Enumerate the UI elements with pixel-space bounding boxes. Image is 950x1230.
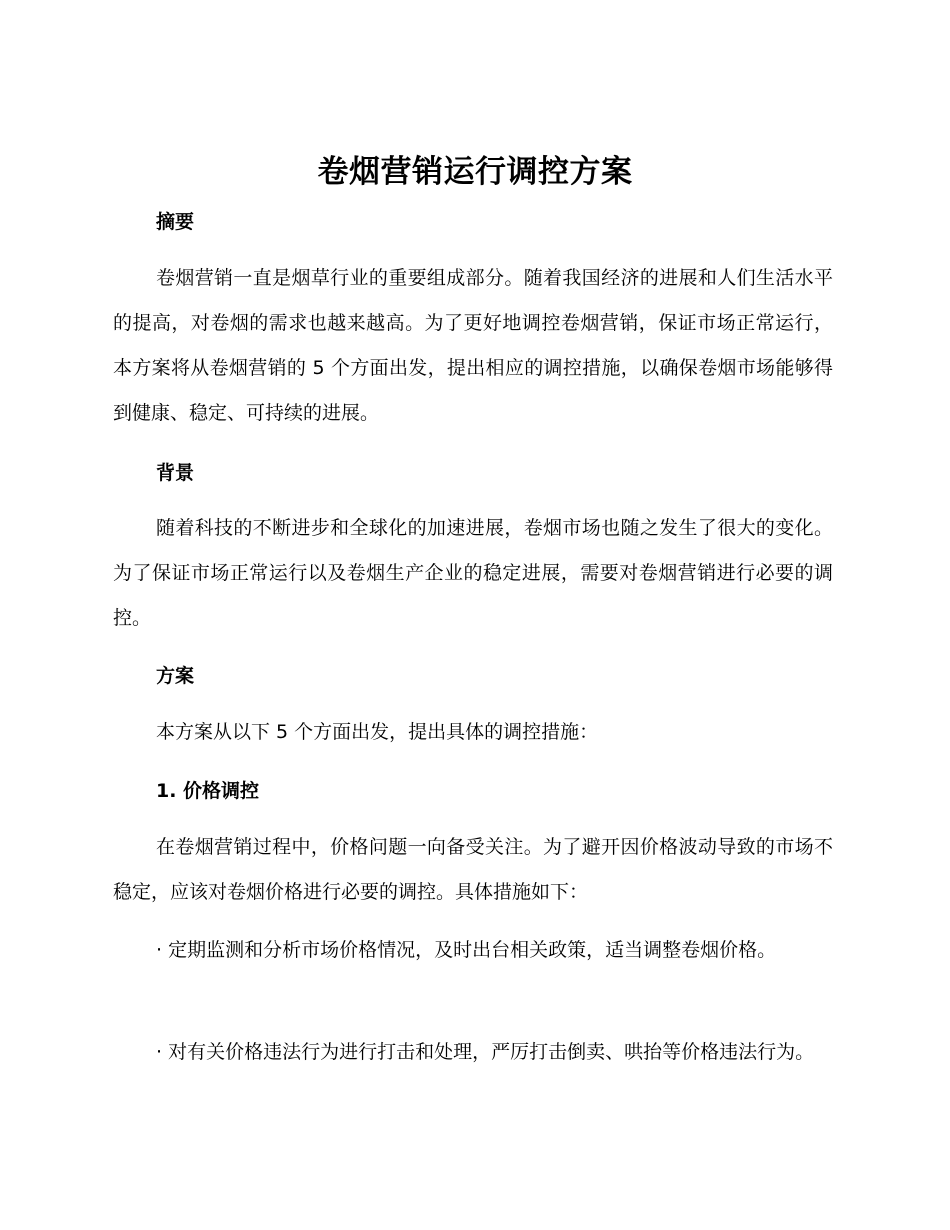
price-control-bullet: · 定期监测和分析市场价格情况，及时出台相关政策，适当调整卷烟价格。 — [156, 939, 777, 961]
background-paragraph: 随着科技的不断进步和全球化的加速进展，卷烟市场也随之发生了很大的变化。为了保证市场正常运行以及卷烟生产企业的稳定进展，需要对卷烟营销进行必要的调控。 — [113, 517, 833, 629]
section-heading-price-control: 1. 价格调控 — [156, 780, 260, 802]
document-title: 卷烟营销运行调控方案 — [317, 154, 633, 190]
price-control-paragraph: 在卷烟营销过程中，价格问题一向备受关注。为了避开因价格波动导致的市场不稳定，应该对卷烟价格进行必要的调控。具体措施如下： — [113, 836, 833, 903]
section-heading-plan: 方案 — [156, 665, 195, 687]
section-heading-background: 背景 — [156, 462, 195, 484]
section-heading-abstract: 摘要 — [156, 211, 195, 233]
abstract-paragraph: 卷烟营销一直是烟草行业的重要组成部分。随着我国经济的进展和人们生活水平的提高，对卷烟的需求也越来越高。为了更好地调控卷烟营销，保证市场正常运行，本方案将从卷烟营销的 5 个方面出发，提出相应的调控措施，以确保卷烟市场能够得到健康、稳定、可持续的进展。 — [113, 267, 833, 424]
price-control-bullet: · 对有关价格违法行为进行打击和处理，严厉打击倒卖、哄抬等价格违法行为。 — [156, 1041, 815, 1063]
plan-paragraph: 本方案从以下 5 个方面出发，提出具体的调控措施： — [156, 721, 599, 743]
